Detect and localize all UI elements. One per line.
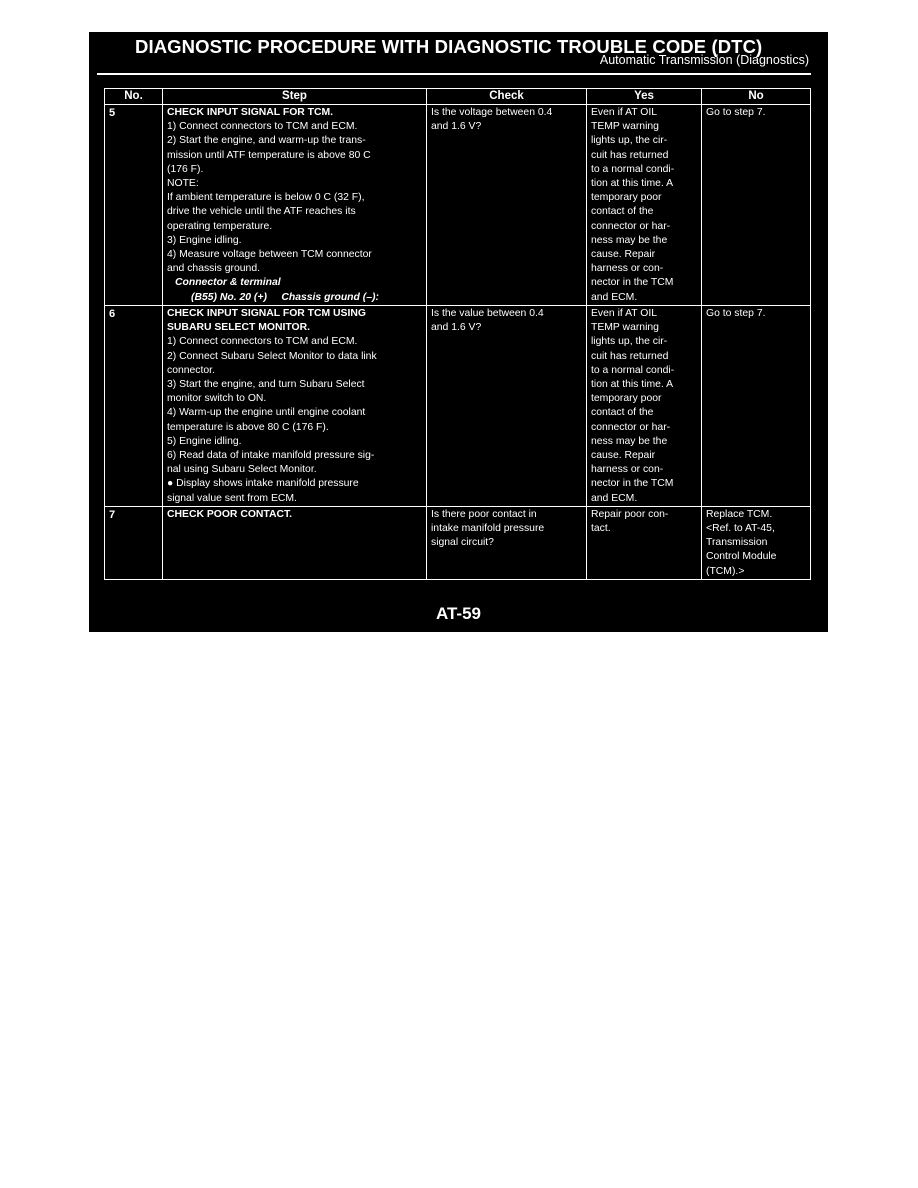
step-line: 1) Connect connectors to TCM and ECM. (167, 121, 358, 133)
step-line: If ambient temperature is below 0 C (32 F), (167, 192, 365, 204)
table-row (105, 506, 811, 579)
step-line: 2) Connect Subaru Select Monitor to data link (167, 350, 377, 362)
yes-line: TEMP warning (591, 121, 659, 133)
step-title: CHECK INPUT SIGNAL FOR TCM. (167, 107, 334, 118)
step-line: 1) Connect connectors to TCM and ECM. (167, 336, 358, 348)
step-line: mission until ATF temperature is above 80 C (167, 149, 371, 161)
yes-line: tion at this time. A (591, 178, 674, 190)
yes-line: nector in the TCM (591, 277, 674, 289)
check-cell (427, 105, 587, 306)
no-line: Control Module (706, 551, 777, 563)
yes-line: tact. (591, 523, 611, 535)
yes-line: ness may be the (591, 234, 668, 246)
yes-cell (587, 105, 702, 306)
yes-line: Even if AT OIL (591, 107, 658, 118)
check-line: and 1.6 V? (431, 322, 482, 334)
step-line: (176 F). (167, 163, 204, 175)
table-row (105, 306, 811, 507)
yes-line: contact of the (591, 407, 654, 419)
step-cell (163, 506, 427, 579)
check-line: Is the value between 0.4 (431, 308, 544, 319)
step-number: 5 (105, 105, 163, 306)
no-line: Replace TCM. (706, 508, 773, 520)
table-header-row (105, 89, 811, 105)
yes-line: TEMP warning (591, 322, 659, 334)
yes-line: and ECM. (591, 492, 638, 504)
no-line: <Ref. to AT-45, (706, 523, 775, 535)
yes-line: harness or con- (591, 464, 664, 476)
bullet-line: ● Display shows intake manifold pressure (167, 478, 359, 490)
page-title: DIAGNOSTIC PROCEDURE WITH DIAGNOSTIC TROUBLE CODE (DTC) (135, 36, 763, 57)
check-line: signal circuit? (431, 537, 494, 549)
yes-line: to a normal condi- (591, 163, 675, 175)
step-line: signal value sent from ECM. (167, 492, 297, 504)
yes-line: nector in the TCM (591, 478, 674, 490)
connector-heading: Connector & terminal (175, 277, 281, 289)
step-cell (163, 306, 427, 507)
step-line: temperature is above 80 C (176 F). (167, 421, 329, 433)
no-line: Transmission (706, 537, 768, 549)
yes-line: temporary poor (591, 393, 662, 405)
step-title: CHECK POOR CONTACT. (167, 508, 293, 520)
step-line: 3) Start the engine, and turn Subaru Select (167, 379, 365, 391)
connector-terminal: (B55) No. 20 (+) Chassis ground (–): (191, 291, 379, 303)
yes-cell (587, 306, 702, 507)
yes-line: Even if AT OIL (591, 308, 658, 319)
yes-line: Repair poor con- (591, 508, 669, 520)
step-line: operating temperature. (167, 220, 273, 232)
yes-line: lights up, the cir- (591, 336, 668, 348)
check-line: Is the voltage between 0.4 (431, 107, 553, 118)
step-line: 4) Measure voltage between TCM connector (167, 249, 372, 261)
yes-line: tion at this time. A (591, 379, 674, 391)
check-line: and 1.6 V? (431, 121, 482, 133)
no-line: (TCM).> (706, 565, 745, 577)
yes-line: connector or har- (591, 220, 671, 232)
page-subtitle: Automatic Transmission (Diagnostics) (599, 53, 809, 67)
check-cell (427, 506, 587, 579)
column-header-yes: Yes (587, 89, 702, 105)
yes-line: connector or har- (591, 421, 671, 433)
step-line: connector. (167, 364, 215, 376)
yes-line: ness may be the (591, 435, 668, 447)
no-cell (702, 506, 811, 579)
step-line: monitor switch to ON. (167, 393, 267, 405)
step-line: 2) Start the engine, and warm-up the trans- (167, 135, 366, 147)
step-line: 6) Read data of intake manifold pressure sig- (167, 450, 375, 462)
yes-line: cuit has returned (591, 149, 669, 161)
step-line: NOTE: (167, 178, 199, 190)
yes-line: cause. Repair (591, 249, 656, 261)
yes-line: contact of the (591, 206, 654, 218)
yes-cell (587, 506, 702, 579)
step-line: and chassis ground. (167, 263, 260, 275)
yes-line: harness or con- (591, 263, 664, 275)
check-cell (427, 306, 587, 507)
check-line: intake manifold pressure (431, 523, 545, 535)
step-line: drive the vehicle until the ATF reaches its (167, 206, 356, 218)
yes-line: temporary poor (591, 192, 662, 204)
step-line: 5) Engine idling. (167, 435, 242, 447)
yes-line: to a normal condi- (591, 364, 675, 376)
step-line: 3) Engine idling. (167, 234, 242, 246)
no-line: Go to step 7. (706, 308, 766, 319)
column-header-check: Check (427, 89, 587, 105)
table-row (105, 105, 811, 306)
column-header-step: Step (163, 89, 427, 105)
step-title-continued: SUBARU SELECT MONITOR. (167, 322, 310, 334)
no-cell (702, 306, 811, 507)
no-cell (702, 105, 811, 306)
step-line: nal using Subaru Select Monitor. (167, 464, 317, 476)
step-line: 4) Warm-up the engine until engine coolant (167, 407, 366, 419)
step-cell (163, 105, 427, 306)
header-rule (97, 73, 811, 75)
no-line: Go to step 7. (706, 107, 766, 118)
yes-line: and ECM. (591, 291, 638, 303)
check-line: Is there poor contact in (431, 508, 537, 520)
page-number: AT-59 (435, 604, 482, 623)
step-number: 6 (105, 306, 163, 507)
dtc-procedure-table (104, 88, 811, 580)
yes-line: lights up, the cir- (591, 135, 668, 147)
yes-line: cuit has returned (591, 350, 669, 362)
manual-page (89, 32, 828, 632)
yes-line: cause. Repair (591, 450, 656, 462)
step-number: 7 (105, 506, 163, 579)
column-header-no: No. (105, 89, 163, 105)
column-header-no-result: No (702, 89, 811, 105)
step-title: CHECK INPUT SIGNAL FOR TCM USING (167, 308, 366, 319)
